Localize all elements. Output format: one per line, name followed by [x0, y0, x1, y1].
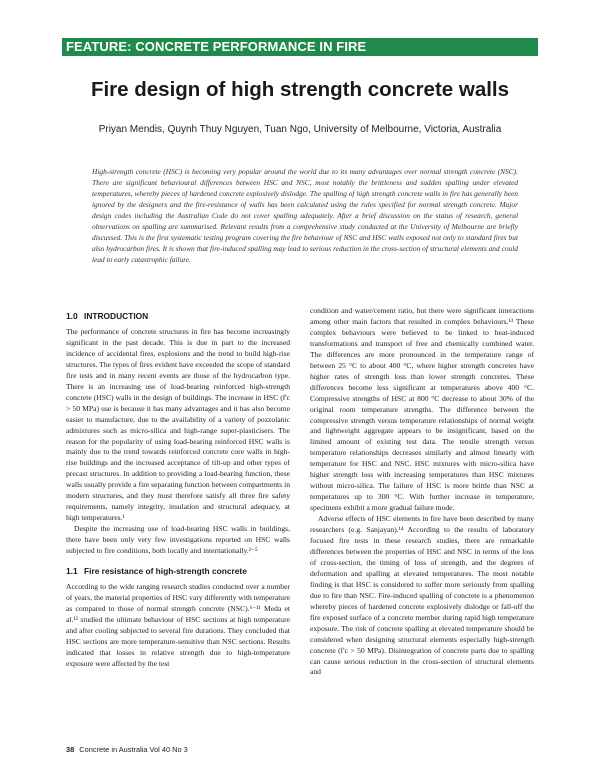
page-footer [66, 745, 188, 754]
page-number: 38 [66, 745, 75, 754]
journal-name: Concrete in Australia Vol 40 No 3 [79, 745, 188, 754]
section-number: 1.0 [66, 311, 78, 321]
article-title: Fire design of high strength concrete walls [90, 78, 510, 101]
section-number: 1.1 [66, 566, 78, 577]
section-heading-introduction [66, 311, 290, 322]
body-paragraph: According to the wide ranging research studies conducted over a number of years, the material properties of HSC vary differently with temperature as compared to those of normal strength concrete (NSC).⁶⁻¹¹ Meda et al.¹² studied the ultimate behaviour of HSC sections at high temperature and after cooling subjected to several fire durations. They concluded that HSC sections are more temperature-sensitive than NSC sections. Results indicated that losses in relative strength due to high-temperature exposure were affected by the test [66, 582, 291, 668]
body-paragraph: The performance of concrete structures in fire has become increasingly significant in the past decade. This is due in part to the increased incidence of accidental fires, explosions and the trend to build high-rise structures. The types of fires evident have exceeded the scope of standard fire tests and in many recent events are those of the hydrocarbon type. There is an increasing use of load-bearing reinforced high-strength concrete (HSC) walls in the design of buildings. The increase in HSC (f'c > 50 MPa) use is because it has many advantages and it has also become easier to manufacture, due to the availability of a variety of pozzolanic admixtures such as micro-silica and high-range super-plasticisers. The reason for the popularity of using load-bearing reinforced HSC walls is mainly due to the trend towards reinforced concrete core walls in high-rise buildings and the increased acceptance of tilt-up and other types of precast structures. In addition to providing a load-bearing function, these walls usually provide a fire separating function between compartments in modern structures, and they must therefore satisfy all three fire safety requirements, namely integrity, insulation and structural adequacy, at high temperatures.¹ [66, 327, 290, 523]
section-banner: FEATURE: CONCRETE PERFORMANCE IN FIRE [62, 38, 538, 56]
section-heading-fire-resistance [66, 566, 290, 577]
right-column [310, 306, 534, 678]
body-paragraph: Despite the increasing use of load-bearing HSC walls in buildings, there have been only very few investigations reported on HSC walls subjected to fire conditions, both locally and internationally.²⁻⁵ [66, 524, 290, 556]
section-title: INTRODUCTION [84, 311, 149, 321]
author-line: Priyan Mendis, Quynh Thuy Nguyen, Tuan Ngo, University of Melbourne, Victoria, Australia [98, 124, 502, 135]
abstract: High-strength concrete (HSC) is becoming very popular around the world due to its many advantages over normal strength concrete (NSC). There are significant behavioural differences between HSC and NSC, most notably the brittleness and sudden spalling under elevated temperatures, whereby pieces of hardened concrete explosively dislodge. The spalling of high strength concrete walls in fire has generally been ignored by the designers and the fire-resistance of walls has been calculated using the rules specified for normal strength concrete. Major design codes including the Australian Code do not cover spalling adequately. After a brief discussion on the status of research, general observations on spalling are summarised. Relevant results from a comprehensive study conducted at the University of Melbourne are briefly discussed. This is the first systematic testing program covering the fire behaviour of NSC and HSC walls exposed not only to standard fires but also hydrocarbon fires. It is shown that fire-induced spalling may lead to serious reduction in the cross-section of structural elements and could lead to early catastrophic failure. [92, 167, 518, 264]
section-title: Fire resistance of high-strength concrete [84, 566, 247, 577]
left-column [66, 311, 290, 670]
body-paragraph: condition and water/cement ratio, but there were significant interactions among other main factors that resulted in complex behaviours.¹³ These complex behaviours were believed to be linked to heat-induced transformations and transport of free and chemically combined water. The differences are more pronounced in the temperature range of between 25 °C to about 400 °C, where higher strength concretes have higher rates of strength loss than lower strength concretes. These differences become less significant at temperatures above 400 °C. Compressive strengths of HSC at 800 °C decrease to about 30% of the original room temperature strengths. The difference between the compressive strength versus temperature relationships of normal weight and lightweight aggregate appears to be insignificant, based on the limited amount of existing test data. The tensile strength versus temperature relationships decreases similarly and almost linearly with temperature for HSC and NSC. HSC mixtures with micro-silica have higher strength loss with increasing temperatures than HSC mixtures without micro-silica. The failure of HSC is more brittle than NSC at temperatures up to 300 °C. With further increase in temperature, specimens exhibit a more gradual failure mode. [310, 306, 534, 513]
body-paragraph: Adverse effects of HSC elements in fire have been described by many researchers (e.g. Sanjayan).¹⁴ According to the results of laboratory focused fire tests in these research studies, there are remarkable differences between the properties of HSC and NSC in terms of the loss of cross-section, the timing of loss of strength, and the degrees of deformation and spalling at elevated temperatures. The most notable finding is that HSC is considered to suffer more seriously from spalling due to fire than NSC. Fire-induced spalling of concrete is a phenomenon whereby pieces of hardened concrete explosively dislodge or fall-off the fire exposed surface of a concrete member during rapid high temperature exposure. The risk of concrete spalling at elevated temperature should be considered when designing structural elements especially high-strength concrete (f'c > 50 MPa). Disintegration of concrete parts due to spalling can cause serious reduction in the cross-section of structural elements and [310, 514, 534, 677]
